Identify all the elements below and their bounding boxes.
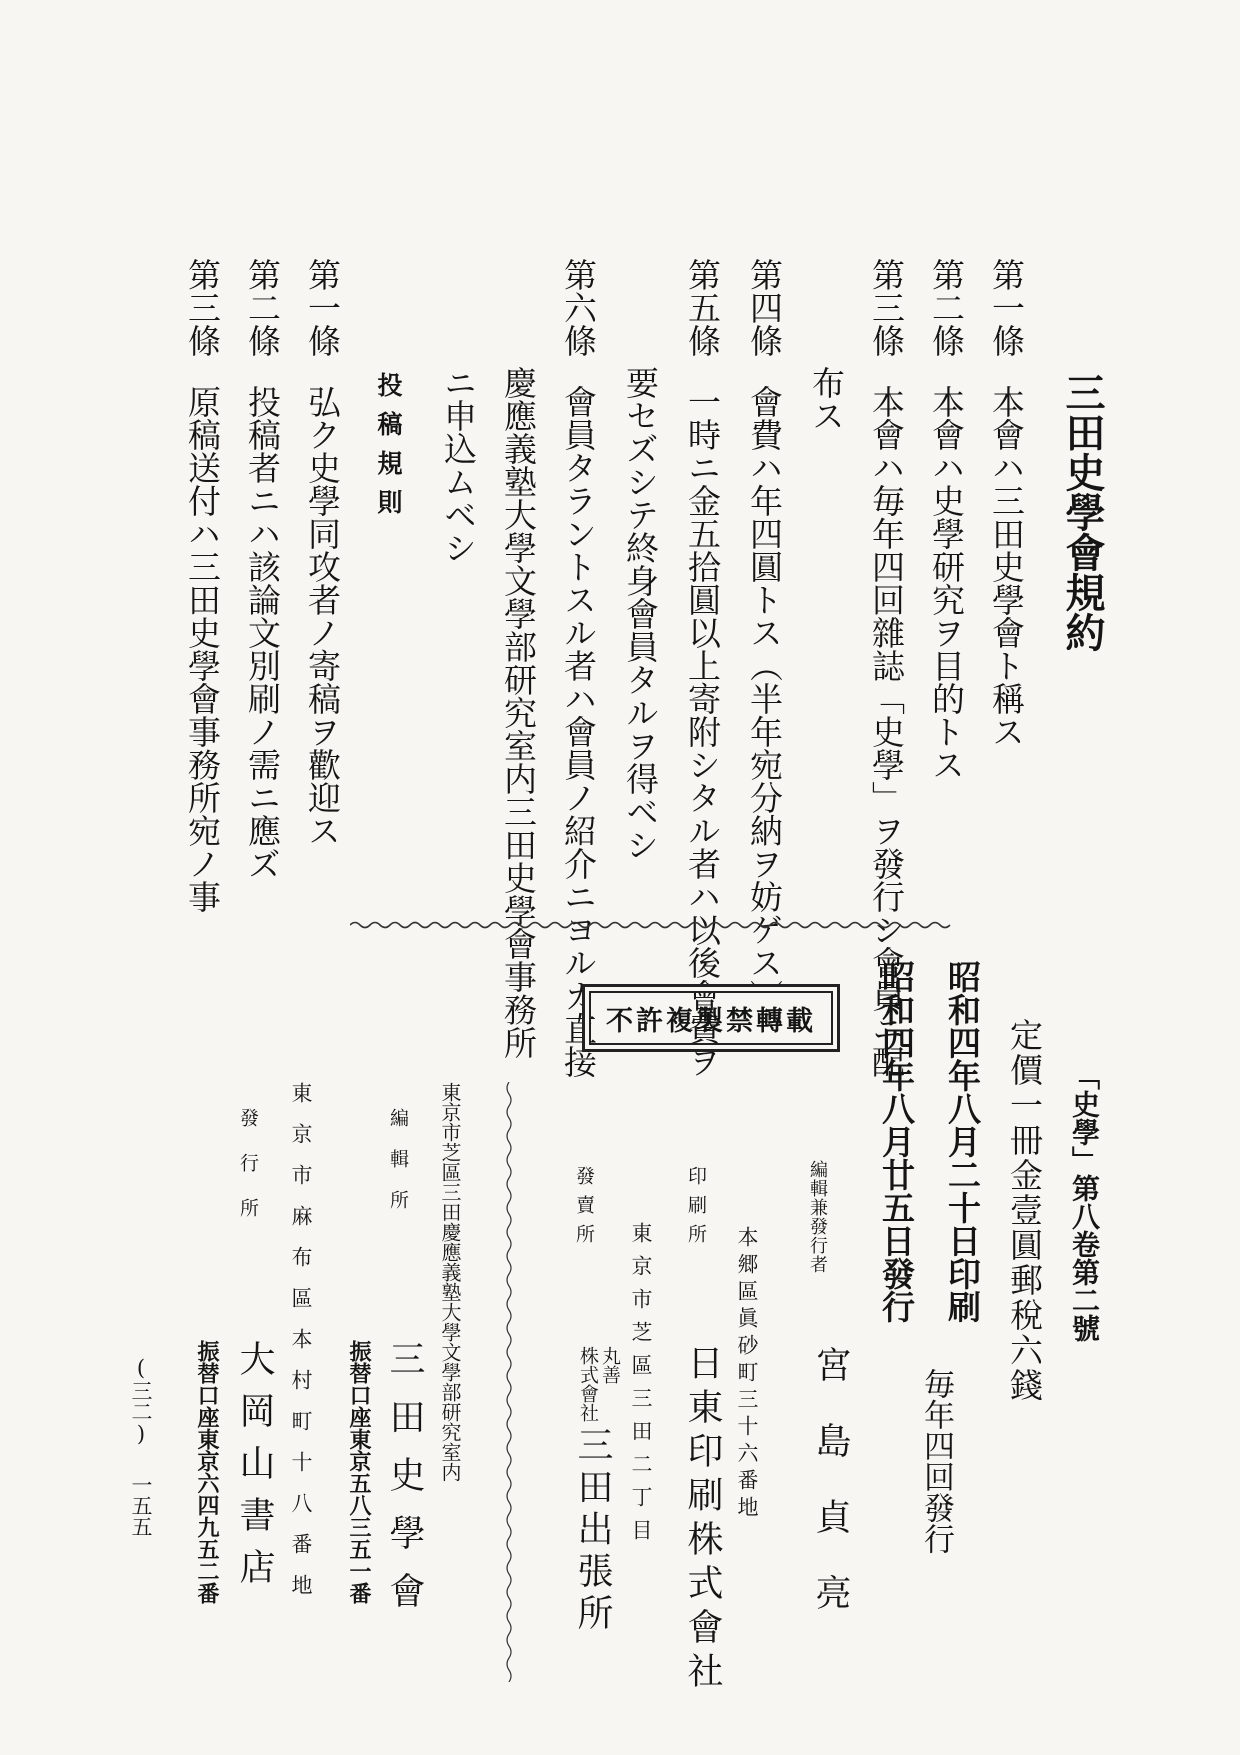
article-text: 原稿送付ハ三田史學會事務所宛ノ事 [183, 385, 222, 913]
editorial-address: 東京市芝區三田慶應義塾大學文學部研究室内 [438, 1082, 462, 1482]
copyright-notice [582, 984, 840, 1052]
article-label: 第三條 [183, 258, 222, 357]
printer-name: 日東印刷株式會社 [682, 1344, 723, 1696]
printer-address: 本郷區眞砂町三十六番地 [735, 1226, 759, 1523]
submission-article-1 [303, 258, 342, 847]
printer-label: 印刷所 [685, 1166, 707, 1253]
page-number: 一五五 [129, 1474, 153, 1537]
rule-article-6-cont-1: 慶應義塾大學文學部研究室内三田史學會事務所 [499, 366, 538, 1059]
article-text: 會費ハ年四圓トス（半年宛分納ヲ妨ゲス） [745, 385, 784, 1012]
article-label: 第六條 [559, 258, 598, 357]
article-label: 第二條 [243, 258, 282, 357]
editorial-name: 三田史學會 [384, 1340, 425, 1630]
article-label: 第一條 [987, 258, 1026, 357]
article-text: 會員タラントスル者ハ會員ノ紹介ニヨルカ直接 [559, 385, 598, 1078]
article-label: 第三條 [867, 258, 906, 357]
article-text: 投稿者ニハ該論文別刷ノ需ニ應ズ [243, 385, 282, 880]
article-label: 第四條 [745, 258, 784, 357]
article-label: 第二條 [927, 258, 966, 357]
seller-address: 東京市芝區三田二丁目 [629, 1222, 653, 1552]
editor-name: 宮島貞亮 [810, 1346, 851, 1650]
article-label: 第五條 [683, 258, 722, 357]
publisher-address: 東京市麻布區本村町十八番地 [289, 1082, 313, 1615]
article-text: 弘ク史學同攻者ノ寄稿ヲ歡迎ス [303, 385, 342, 847]
rule-article-2 [927, 258, 966, 781]
editor-label: 編輯兼發行者 [807, 1160, 828, 1274]
copyright-notice-text: 不許複製禁轉載 [606, 1005, 816, 1037]
article-text: 本會ハ三田史學會ト稱ス [987, 385, 1026, 748]
journal-issue: 「史學」第八卷第二號 [1068, 1062, 1101, 1342]
publication-frequency: 毎年四回發行 [918, 1368, 954, 1554]
rule-article-1 [987, 258, 1026, 748]
editorial-label: 編輯所 [387, 1108, 409, 1231]
section-divider [350, 918, 952, 932]
seller-label: 發賣所 [573, 1166, 595, 1253]
submission-title: 投稿規則 [374, 372, 403, 528]
article-label: 第一條 [303, 258, 342, 357]
article-text: 一時ニ金五拾圓以上寄附シタル者ハ以後會費ヲ [683, 385, 722, 1078]
submission-article-2 [243, 258, 282, 880]
publisher-label: 發行所 [237, 1108, 259, 1243]
rule-article-5-cont: 要セズシテ終身會員タルヲ得ベシ [621, 366, 660, 861]
colophon-divider [504, 1082, 514, 1682]
price-line: 定價一冊金壹圓郵稅六錢 [1005, 1018, 1044, 1403]
editorial-furikae: 振替口座東京五八三五一番 [346, 1340, 372, 1604]
print-date: 昭和四年八月二十日印刷 [943, 960, 982, 1323]
page-number-paren: (三二) [129, 1356, 153, 1446]
publisher-furikae: 振替口座東京六四九五二番 [194, 1340, 220, 1604]
submission-article-3 [183, 258, 222, 913]
rules-title: 三田史學會規約 [1059, 372, 1106, 652]
seller-prefix-2: 株式會社 [577, 1346, 599, 1422]
article-text: 本會ハ史學研究ヲ目的トス [927, 385, 966, 781]
rule-article-6-cont-2: ニ申込ムベシ [439, 366, 478, 564]
publisher-name: 大岡山書店 [234, 1340, 275, 1600]
rule-article-5 [683, 258, 722, 1078]
publish-date: 昭和四年八月廿五日發行 [877, 960, 916, 1323]
rule-article-6 [559, 258, 598, 1078]
rule-article-4 [745, 258, 784, 1012]
article-text: 本會ハ毎年四回雜誌「史學」ヲ發行シ會員ニ配 [867, 385, 906, 1078]
rule-article-3 [867, 258, 906, 1078]
rule-article-3-cont: 布ス [807, 366, 846, 432]
seller-prefix-1: 丸善 [599, 1346, 621, 1384]
seller-name: 三田出張所 [572, 1426, 613, 1636]
